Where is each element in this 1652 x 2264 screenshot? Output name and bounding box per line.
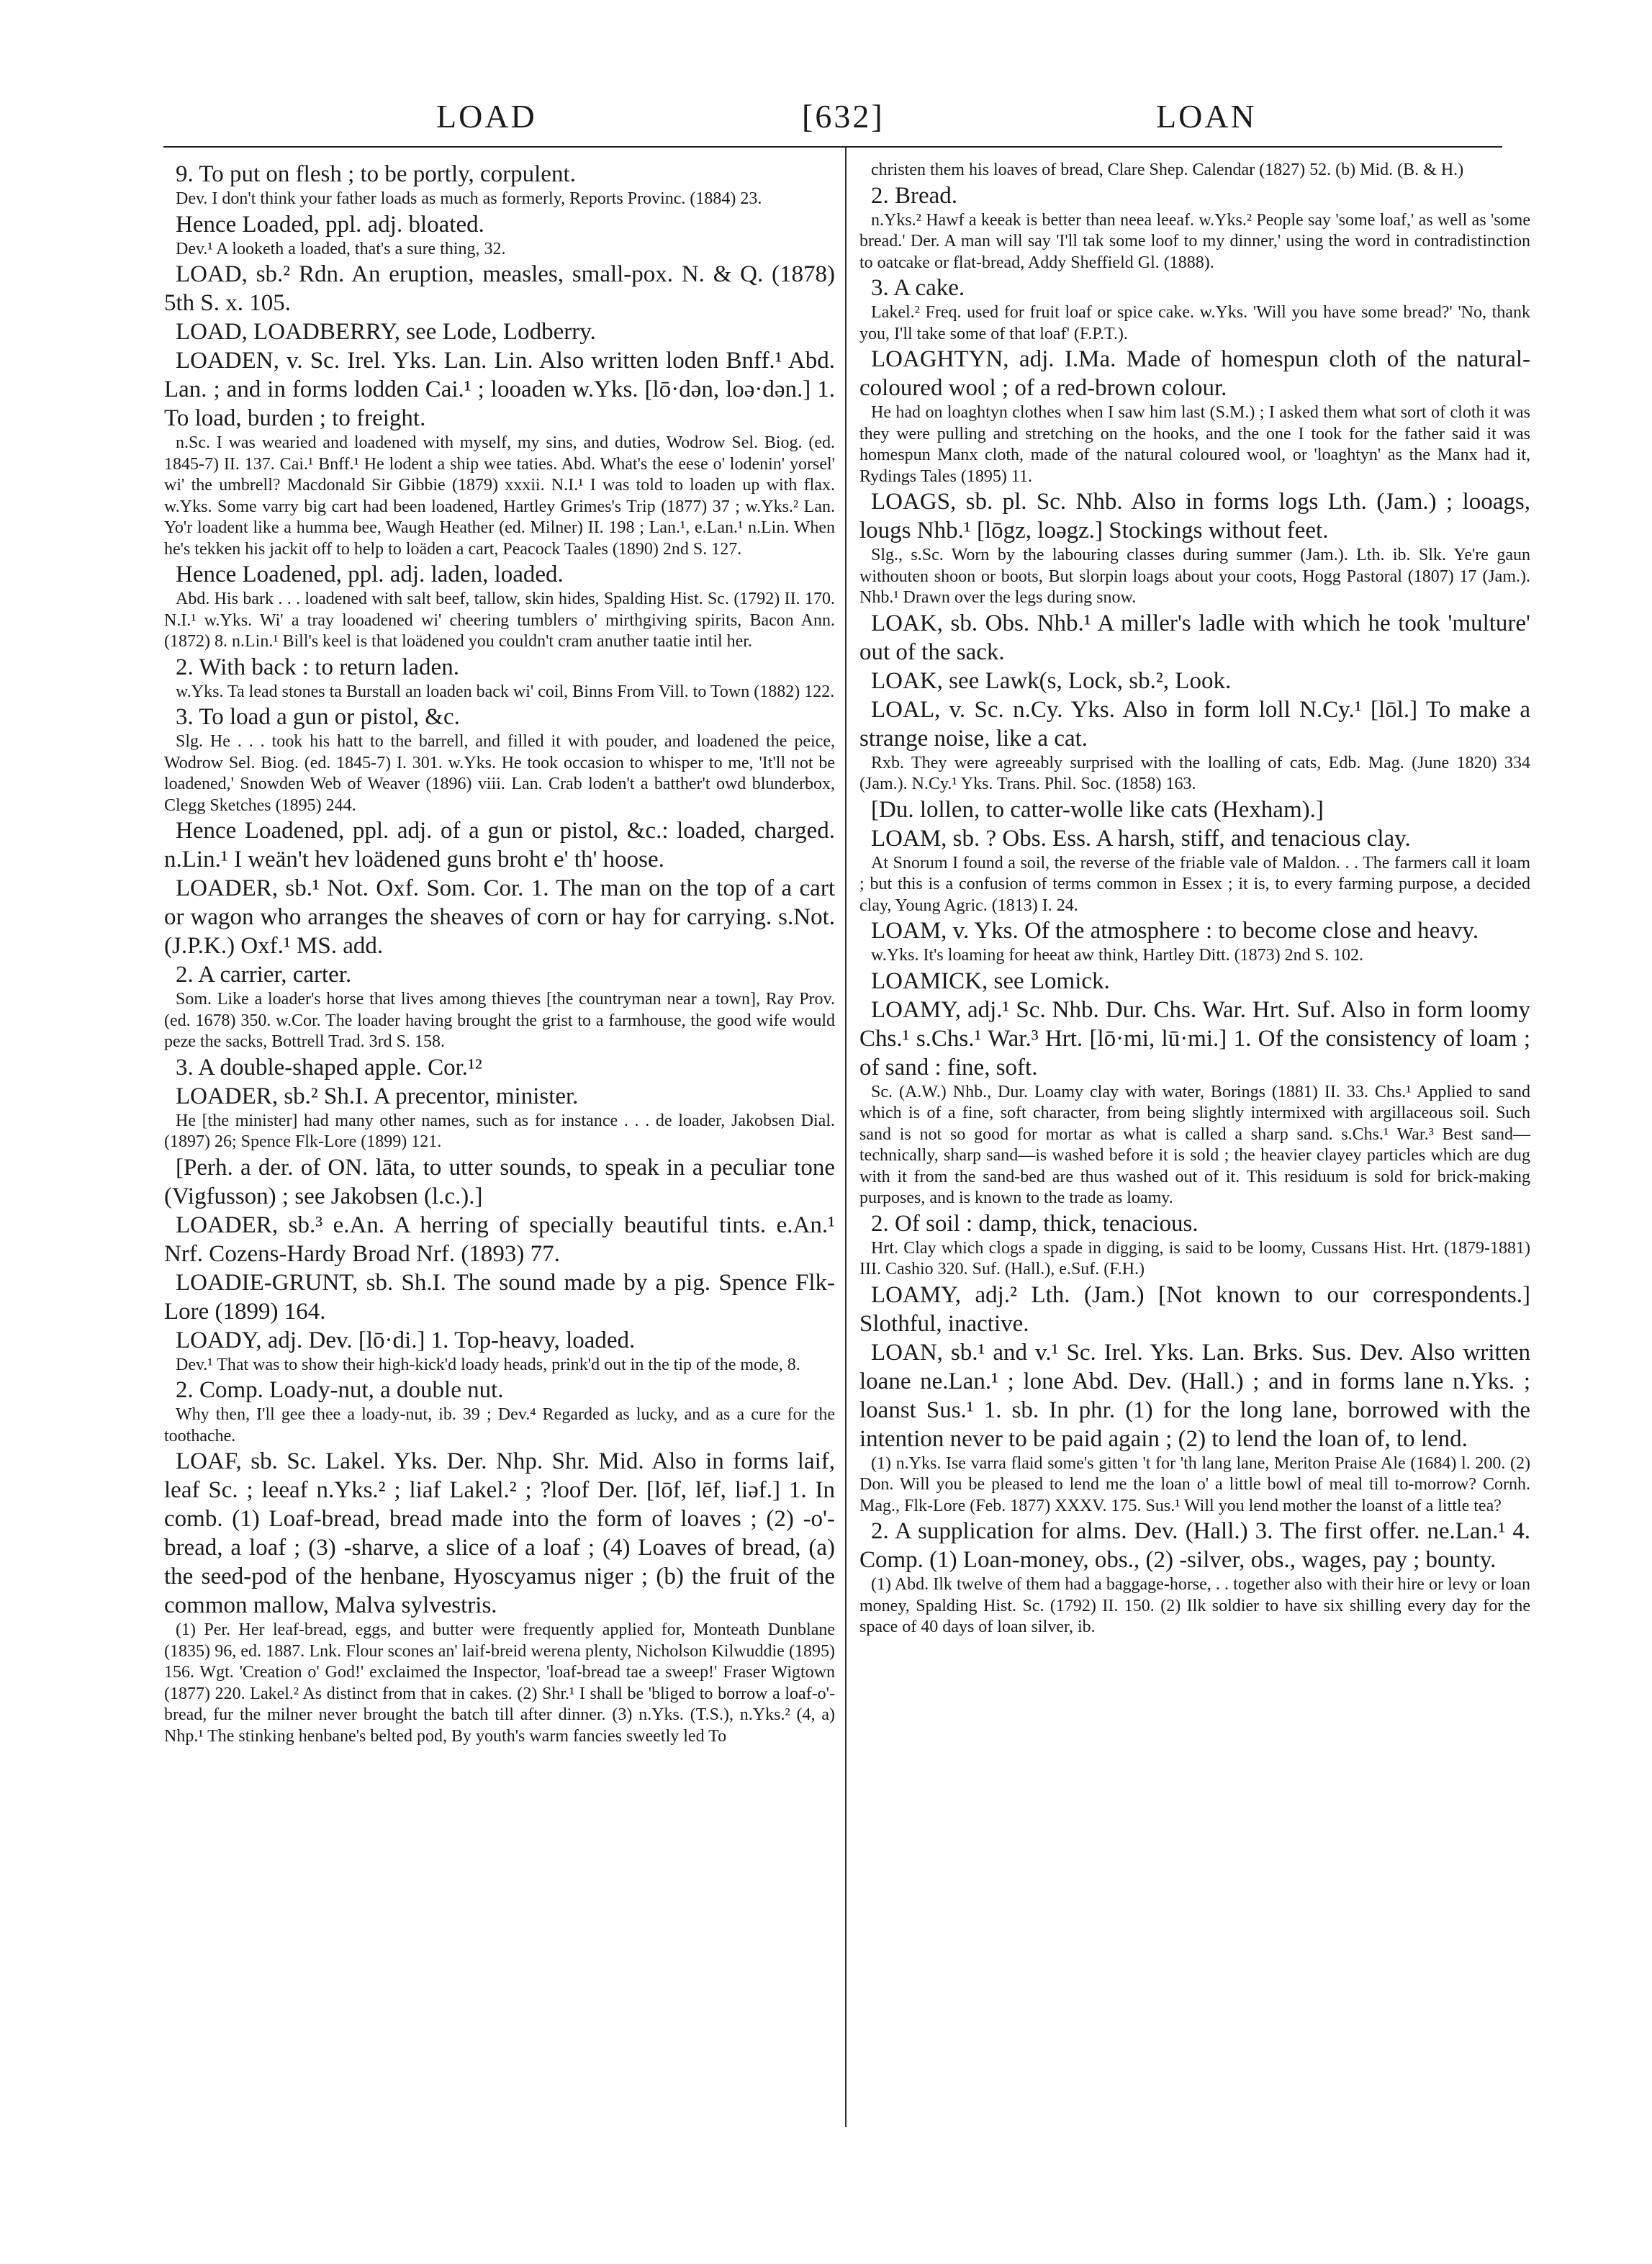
entry-paragraph: LOAD, LOADBERRY, see Lode, Lodberry. — [176, 319, 596, 345]
left-column — [164, 160, 835, 1747]
page-number: [632] — [802, 98, 885, 135]
header-right-word: LOAN — [1156, 98, 1257, 135]
entry-paragraph: LOAK, see Lawk(s, Lock, sb.², Look. — [871, 667, 1232, 694]
entry-paragraph: LOAGHTYN, adj. I.Ma. Made of homespun cloth of the natural-coloured wool ; of a red-brown colour. — [859, 346, 1530, 401]
entry-paragraph: 3. A cake. — [871, 275, 965, 301]
quotation-paragraph: (1) n.Yks. Ise varra flaid some's gitten 't for 'th lang lane, Meriton Praise Ale (1684) l. 200. (2) Don. Will you be pleased to lend me the loan o' a little bowl of meal till to-morrow? Cornh. Mag., Flk-Lore (Feb. 1877) XXXV. 175. Sus.¹ Will you lend mother the loanst of a little tea? — [859, 1453, 1530, 1515]
quotation-paragraph: Dev.¹ That was to show their high-kick'd loady heads, prink'd out in the tip of the mode, 8. — [176, 1355, 800, 1374]
entry-paragraph: [Du. lollen, to catter-wolle like cats (Hexham).] — [871, 796, 1324, 823]
entry-paragraph: LOADY, adj. Dev. [lō·di.] 1. Top-heavy, loaded. — [176, 1327, 636, 1353]
quotation-paragraph: n.Yks.² Hawf a keeak is better than neea leeaf. w.Yks.² People say 'some loaf,' as well as 'some bread.' Der. A man will say 'I'll tak some loof to my dinner,' using the word in contradistinction to oatcake or flat-bread, Addy Sheffield Gl. (1888). — [859, 210, 1530, 272]
quotation-paragraph: (1) Abd. Ilk twelve of them had a baggage-horse, . . together also with their hire or levy or loan money, Spalding Hist. Sc. (1792) II. 150. (2) Ilk soldier to have six shilling every day for the space of 40 days of loan silver, ib. — [859, 1575, 1530, 1636]
entry-paragraph: LOAF, sb. Sc. Lakel. Yks. Der. Nhp. Shr. Mid. Also in forms laif, leaf Sc. ; leeaf n.Yks.² ; liaf Lakel.² ; ?loof Der. [lōf, lēf, liəf.] 1. In comb. (1) Loaf-bread, bread made into the form of loaves ; (2) -o'-bread, a loaf ; (3) -sharve, a slice of a loaf ; (4) Loaves of bread, (a) the seed-pod of the henbane, Hyoscyamus niger ; (b) the fruit of the common mallow, Malva sylvestris. — [164, 1448, 835, 1618]
entry-paragraph: LOAGS, sb. pl. Sc. Nhb. Also in forms logs Lth. (Jam.) ; looags, lougs Nhb.¹ [lōgz, loəgz.] Stockings without feet. — [859, 489, 1530, 544]
quotation-paragraph: n.Sc. I was wearied and loadened with myself, my sins, and duties, Wodrow Sel. Biog. (ed. 1845-7) II. 137. Cai.¹ Bnff.¹ He lodent a ship wee taties. Abd. What's the eese o' lodenin' yorsel' wi' the umbrell? Macdonald Sir Gibbie (1879) xxxii. N.I.¹ I was told to loaden up with flax. w.Yks. Some varry big cart had been loadened, Hartley Grimes's Trip (1877) 37 ; w.Yks.² Lan. Yo'r loadent like a humma bee, Waugh Heather (ed. Milner) II. 198 ; Lan.¹, e.Lan.¹ n.Lin. When he's tekken his jackit off to help to loäden a cart, Peacock Taales (1890) 2nd S. 127. — [164, 433, 835, 559]
quotation-paragraph: Som. Like a loader's horse that lives among thieves [the countryman near a town], Ray Prov. (ed. 1678) 350. w.Cor. The loader having brought the grist to a farmhouse, the good wife would peze the sacks, Bottrell Trad. 3rd S. 158. — [164, 990, 835, 1051]
entry-paragraph: Hence Loadened, ppl. adj. laden, loaded. — [176, 562, 564, 587]
entry-paragraph: Hence Loadened, ppl. adj. of a gun or pistol, &c.: loaded, charged. n.Lin.¹ I weän't hev loädened guns broht e' th' hoose. — [164, 818, 835, 872]
entry-paragraph: 2. A supplication for alms. Dev. (Hall.) 3. The first offer. ne.Lan.¹ 4. Comp. (1) Loan-money, obs., (2) -silver, obs., wages, pay ; bounty. — [859, 1518, 1530, 1573]
entry-paragraph: LOADER, sb.² Sh.I. A precentor, minister. — [176, 1083, 579, 1109]
entry-paragraph: LOAL, v. Sc. n.Cy. Yks. Also in form loll N.Cy.¹ [lōl.] To make a strange noise, like a cat. — [859, 696, 1530, 752]
quotation-paragraph: w.Yks. It's loaming for heeat aw think, Hartley Ditt. (1873) 2nd S. 102. — [871, 946, 1363, 965]
entry-paragraph: 2. Bread. — [871, 182, 958, 209]
quotation-paragraph: He had on loaghtyn clothes when I saw him last (S.M.) ; I asked them what sort of cloth it was they were pulling and stretching on the hooks, and the one I took for the father said it was homespun Manx cloth, made of the natural coloured wool, or 'loaghtyn' as the Manx had it, Rydings Tales (1895) 11. — [859, 403, 1530, 486]
header-rule — [163, 146, 1502, 148]
running-header — [0, 97, 1652, 140]
entry-paragraph: 9. To put on flesh ; to be portly, corpulent. — [176, 161, 576, 187]
quotation-paragraph: Lakel.² Freq. used for fruit loaf or spice cake. w.Yks. 'Will you have some bread?' 'No, thank you, I'll take some of that loaf' (F.P.T.). — [859, 303, 1530, 343]
entry-paragraph: LOADEN, v. Sc. Irel. Yks. Lan. Lin. Also written loden Bnff.¹ Abd. Lan. ; and in forms lodden Cai.¹ ; looaden w.Yks. [lō·dən, loə·dən.] 1. To load, burden ; to freight. — [164, 348, 835, 431]
entry-paragraph: LOAM, v. Yks. Of the atmosphere : to become close and heavy. — [871, 918, 1479, 944]
entry-paragraph: 2. A carrier, carter. — [176, 962, 352, 988]
entry-paragraph: LOAD, sb.² Rdn. An eruption, measles, small-pox. N. & Q. (1878) 5th S. x. 105. — [164, 261, 835, 316]
quotation-paragraph: w.Yks. Ta lead stones ta Burstall an loaden back wi' coil, Binns From Vill. to Town (1882) 122. — [176, 682, 835, 701]
entry-paragraph: 2. Comp. Loady-nut, a double nut. — [176, 1377, 504, 1403]
entry-paragraph: LOAMY, adj.² Lth. (Jam.) [Not known to our correspondents.] Slothful, inactive. — [859, 1281, 1530, 1337]
entry-paragraph: 3. To load a gun or pistol, &c. — [176, 704, 460, 730]
quotation-paragraph: He [the minister] had many other names, such as for instance . . . de loader, Jakobsen Dial. (1897) 26; Spence Flk-Lore (1899) 121. — [164, 1111, 835, 1151]
quotation-paragraph: (1) Per. Her leaf-bread, eggs, and butter were frequently applied for, Monteath Dunblane (1835) 96, ed. 1887. Lnk. Flour scones an' laif-breid werena plenty, Nicholson Kilwuddie (1895) 156. Wgt. 'Creation o' God!' exclaimed the Inspector, 'loaf-bread tae a sweep!' Fraser Wigtown (1877) 220. Lakel.² As distinct from that in cakes. (2) Shr.¹ I shall be 'bliged to borrow a loaf-o'-bread, fur the milner never brought the batch till after dinner. (3) n.Yks. (T.S.), n.Yks.² (4, a) Nhp.¹ The stinking henbane's belted pod, By youth's warm fancies sweetly led To — [164, 1620, 835, 1746]
entry-paragraph: 2. With back : to return laden. — [176, 654, 459, 680]
entry-paragraph: LOAMY, adj.¹ Sc. Nhb. Dur. Chs. War. Hrt. Suf. Also in form loomy Chs.¹ s.Chs.¹ War.³ Hrt. [lō·mi, lū·mi.] 1. Of the consistency of loam ; of sand : fine, soft. — [859, 996, 1530, 1081]
quotation-paragraph: Dev.¹ A looketh a loaded, that's a sure thing, 32. — [176, 239, 506, 258]
quotation-paragraph: Abd. His bark . . . loadened with salt beef, tallow, skin hides, Spalding Hist. Sc. (1792) II. 170. N.I.¹ w.Yks. Wi' a tray looadened wi' cheering tumblers o' mirthgiving spirits, Bacon Ann. (1872) 8. n.Lin.¹ Bill's keel is that loädened you couldn't cram anuther taatie intil her. — [164, 590, 835, 651]
quotation-paragraph: christen them his loaves of bread, Clare Shep. Calendar (1827) 52. (b) Mid. (B. & H.) — [871, 161, 1464, 179]
quotation-paragraph: Rxb. They were agreeably surprised with the loalling of cats, Edb. Mag. (June 1820) 334 (Jam.). N.Cy.¹ Yks. Trans. Phil. Soc. (1858) 163. — [859, 753, 1530, 793]
quotation-paragraph: Slg., s.Sc. Worn by the labouring classes during summer (Jam.). Lth. ib. Slk. Ye're gaun withouten shoon or boots, But slorpin loags about your coots, Hogg Pastoral (1807) 17 (Jam.). Nhb.¹ Drawn over the legs during snow. — [859, 546, 1530, 607]
quotation-paragraph: At Snorum I found a soil, the reverse of the friable vale of Maldon. . . The farmers call it loam ; but this is a confusion of terms common in Essex ; it is, to every farming purpose, a decided clay, Young Agric. (1813) I. 24. — [859, 853, 1530, 915]
entry-paragraph: [Perh. a der. of ON. lāta, to utter sounds, to speak in a peculiar tone (Vigfusson) ; see Jakobsen (l.c.).] — [164, 1154, 835, 1209]
quotation-paragraph: Sc. (A.W.) Nhb., Dur. Loamy clay with water, Borings (1881) II. 33. Chs.¹ Applied to sand which is of a fine, soft character, from being slightly intermixed with argillaceous soil. Such sand is not so good for mortar as what is called a sharp sand. s.Chs.¹ War.³ Best sand—technically, sharp sand—is washed before it is sold ; the heavier clayey particles which are dug with it from the sand-bed are thus washed out of it. This residuum is sold for brick-making purposes, and is known to the trade as loamy. — [859, 1082, 1530, 1207]
entry-paragraph: LOADIE-GRUNT, sb. Sh.I. The sound made by a pig. Spence Flk-Lore (1899) 164. — [164, 1269, 835, 1325]
entry-paragraph: LOAMICK, see Lomick. — [871, 968, 1110, 994]
quotation-paragraph: Dev. I don't think your father loads as much as formerly, Reports Provinc. (1884) 23. — [176, 189, 762, 208]
entry-paragraph: LOAM, sb. ? Obs. Ess. A harsh, stiff, and tenacious clay. — [871, 825, 1411, 852]
entry-paragraph: LOADER, sb.³ e.An. A herring of specially beautiful tints. e.An.¹ Nrf. Cozens-Hardy Broad Nrf. (1893) 77. — [164, 1212, 835, 1267]
quotation-paragraph: Why then, I'll gee thee a loady-nut, ib. 39 ; Dev.⁴ Regarded as lucky, and as a cure for the toothache. — [164, 1405, 835, 1446]
right-column — [859, 160, 1530, 1638]
entry-paragraph: Hence Loaded, ppl. adj. bloated. — [176, 211, 484, 238]
entry-paragraph: 3. A double-shaped apple. Cor.¹² — [176, 1054, 482, 1081]
quotation-paragraph: Hrt. Clay which clogs a spade in digging, is said to be loomy, Cussans Hist. Hrt. (1879-1881) III. Cashio 320. Suf. (Hall.), e.Suf. (F.H.) — [859, 1238, 1530, 1278]
entry-paragraph: LOAK, sb. Obs. Nhb.¹ A miller's ladle with which he took 'multure' out of the sack. — [859, 610, 1530, 665]
entry-paragraph: 2. Of soil : damp, thick, tenacious. — [871, 1210, 1199, 1237]
column-divider — [845, 148, 847, 2127]
header-left-word: LOAD — [436, 98, 537, 135]
quotation-paragraph: Slg. He . . . took his hatt to the barrell, and filled it with pouder, and loadened the peice, Wodrow Sel. Biog. (ed. 1845-7) I. 301. w.Yks. He took occasion to whisper to me, 'It'll not be loadened,' Snowden Web of Weaver (1896) viii. Lan. Crab loden't a batther't owd blunderbox, Clegg Sketches (1895) 244. — [164, 732, 835, 815]
entry-paragraph: LOADER, sb.¹ Not. Oxf. Som. Cor. 1. The man on the top of a cart or wagon who arranges the sheaves of corn or hay for carrying. s.Not. (J.P.K.) Oxf.¹ MS. add. — [164, 875, 835, 959]
entry-paragraph: LOAN, sb.¹ and v.¹ Sc. Irel. Yks. Lan. Brks. Sus. Dev. Also written loane ne.Lan.¹ ; lone Abd. Dev. (Hall.) ; and in forms lane n.Yks. ; loanst Sus.¹ 1. sb. In phr. (1) for the long lane, borrowed with the intention never to be paid again ; (2) to lend the loan of, to lend. — [859, 1339, 1530, 1452]
